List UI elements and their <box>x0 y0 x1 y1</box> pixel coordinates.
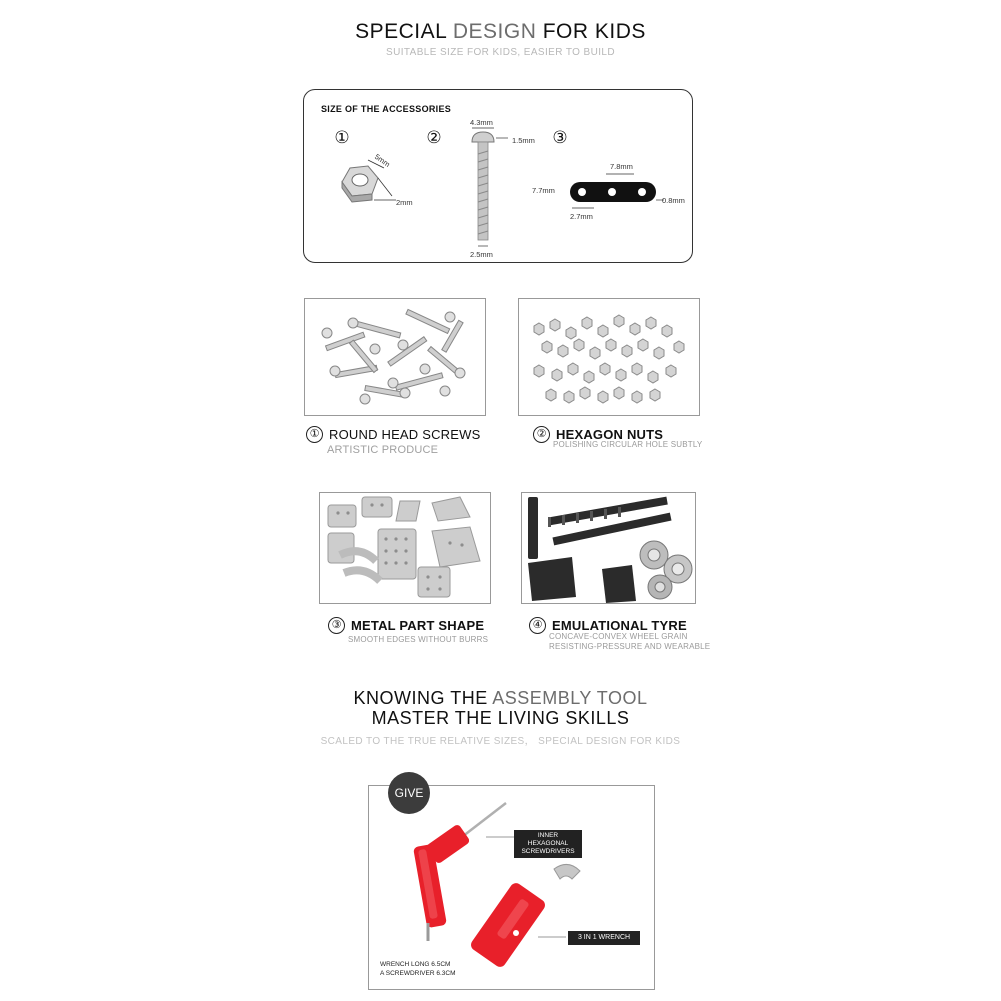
hex-screwdriver-icon <box>413 824 471 941</box>
metal-plates-icon <box>320 493 491 604</box>
feature-title-4: EMULATIONAL TYRE <box>552 618 687 633</box>
caption-round-head-screws: ① ROUND HEAD SCREWS <box>306 426 480 443</box>
plate-dim-height: 7.7mm <box>532 186 555 195</box>
section-title-assembly-tool: KNOWING THE ASSEMBLY TOOL <box>353 688 648 708</box>
section-subtitle-suitable-size: SUITABLE SIZE FOR KIDS, EASIER TO BUILD <box>386 47 615 58</box>
caption-emulational-tyre: ④ EMULATIONAL TYRE <box>529 617 687 634</box>
tool-note-wrench-length: WRENCH LONG 6.5CM <box>380 961 451 968</box>
feature-title-3: METAL PART SHAPE <box>351 618 485 633</box>
feature-title-1: ROUND HEAD SCREWS <box>329 427 481 442</box>
feature-subtitle-2: POLISHING CIRCULAR HOLE SUBTLY <box>553 440 703 449</box>
plate-dim-thickness: 0.8mm <box>662 196 685 205</box>
photo-round-head-screws <box>304 298 486 416</box>
screw-dim-diameter: 2.5mm <box>470 250 493 259</box>
section-title-living-skills: MASTER THE LIVING SKILLS <box>371 708 630 728</box>
label-3in1-wrench: 3 IN 1 WRENCH <box>568 931 640 945</box>
give-badge: GIVE <box>388 772 430 814</box>
feature-title-2: HEXAGON NUTS <box>556 427 664 442</box>
label-hex-screwdrivers: INNER HEXAGONAL SCREWDRIVERS <box>514 830 582 858</box>
photo-hexagon-nuts <box>518 298 700 416</box>
caption-hexagon-nuts: ② HEXAGON NUTS <box>533 426 663 443</box>
plate-dim-hole: 2.7mm <box>570 212 593 221</box>
nut-dim-thickness: 2mm <box>396 198 413 207</box>
plate-dim-length: 7.8mm <box>610 162 633 171</box>
tyres-tracks-icon <box>522 493 696 604</box>
feature-subtitle-3: SMOOTH EDGES WITHOUT BURRS <box>348 635 489 644</box>
screws-pile-icon <box>305 299 486 416</box>
tool-note-screwdriver-length: A SCREWDRIVER 6.3CM <box>380 970 456 977</box>
feature-subtitle-4a: CONCAVE-CONVEX WHEEL GRAIN <box>549 632 688 641</box>
nut-dim-width: 5mm <box>372 152 392 169</box>
accessories-size-panel <box>303 89 693 263</box>
photo-emulational-tyre <box>521 492 696 604</box>
nuts-pile-icon <box>519 299 700 416</box>
accessory-number-1: ① <box>334 128 350 147</box>
photo-metal-part-shape <box>319 492 491 604</box>
feature-subtitle-4b: RESISTING-PRESSURE AND WEARABLE <box>549 642 711 651</box>
section-title-special-design: SPECIAL DESIGN FOR KIDS <box>355 20 646 43</box>
section-subtitle-scaled: SCALED TO THE TRUE RELATIVE SIZES， SPECIAL DESIGN FOR KIDS <box>320 736 681 747</box>
accessory-number-3: ③ <box>552 128 568 147</box>
screw-dim-headheight: 1.5mm <box>512 136 535 145</box>
wrench-icon <box>469 864 580 969</box>
accessory-number-2: ② <box>426 128 442 147</box>
accessories-title: SIZE OF THE ACCESSORIES <box>321 104 452 114</box>
feature-subtitle-1: ARTISTIC PRODUCE <box>327 444 439 456</box>
screw-dim-head: 4.3mm <box>470 118 493 127</box>
caption-metal-part-shape: ③ METAL PART SHAPE <box>328 617 484 634</box>
